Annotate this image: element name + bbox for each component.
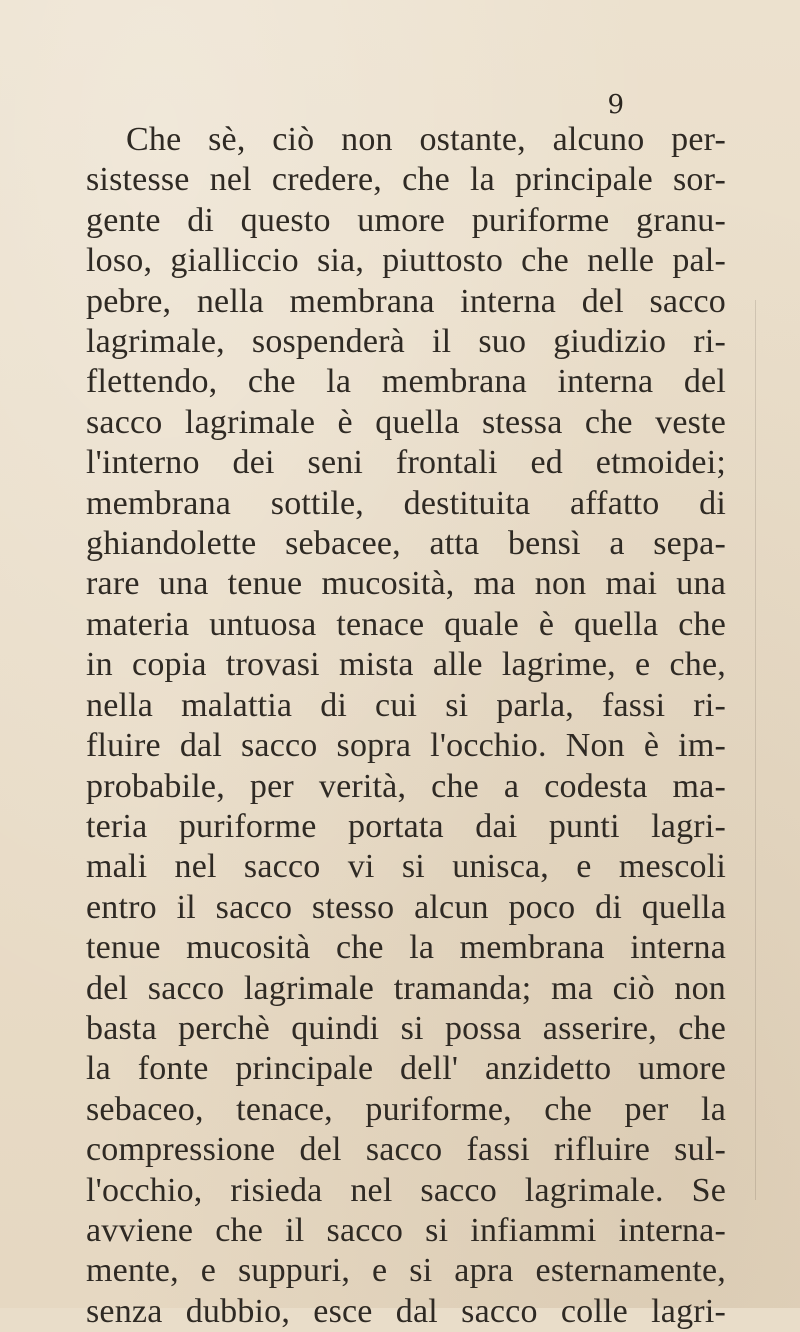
text-line: l'interno dei seni frontali ed etmoidei; [86, 444, 726, 482]
text-line: avviene che il sacco si infiammi interna- [86, 1211, 726, 1249]
text-line: entro il sacco stesso alcun poco di quella [86, 888, 726, 926]
text-line: del sacco lagrimale tramanda; ma ciò non [86, 969, 726, 1007]
text-line: compressione del sacco fassi rifluire sul- [86, 1131, 726, 1169]
text-line: gente di questo umore puriforme granu- [86, 201, 726, 239]
text-line: Che sè, ciò non ostante, alcuno per- [126, 121, 726, 158]
text-line: nella malattia di cui si parla, fassi ri- [86, 686, 726, 724]
text-line: l'occhio, risieda nel sacco lagrimale. Se [86, 1171, 726, 1209]
text-line: mali nel sacco vi si unisca, e mescoli [86, 848, 726, 886]
text-line: la fonte principale dell' anzidetto umore [86, 1050, 726, 1088]
text-line: pebre, nella membrana interna del sacco [86, 282, 726, 320]
text-line: mente, e suppuri, e si apra esternamente, [86, 1252, 726, 1290]
text-line: basta perchè quindi si possa asserire, che [86, 1009, 726, 1047]
text-line: loso, gialliccio sia, piuttosto che nelle pal- [86, 242, 726, 280]
text-line: tenue mucosità che la membrana interna [86, 929, 726, 967]
text-line: ghiandolette sebacee, atta bensì a sepa- [86, 525, 726, 563]
body-text [86, 120, 726, 1332]
text-line: teria puriforme portata dai punti lagri- [86, 807, 726, 845]
text-line: sistesse nel credere, che la principale sor- [86, 161, 726, 199]
text-line: rare una tenue mucosità, ma non mai una [86, 565, 726, 603]
text-line: membrana sottile, destituita affatto di [86, 484, 726, 522]
text-line: fluire dal sacco sopra l'occhio. Non è im- [86, 727, 726, 765]
text-line: lagrimale, sospenderà il suo giudizio ri- [86, 323, 726, 361]
text-line: sacco lagrimale è quella stessa che veste [86, 403, 726, 441]
text-line: materia untuosa tenace quale è quella che [86, 605, 726, 643]
text-line: probabile, per verità, che a codesta ma- [86, 767, 726, 805]
page-edge-shadow [755, 300, 756, 1200]
text-line: senza dubbio, esce dal sacco colle lagri- [86, 1292, 726, 1330]
page-number: 9 [607, 90, 624, 120]
text-line: flettendo, che la membrana interna del [86, 363, 726, 401]
text-line: in copia trovasi mista alle lagrime, e che, [86, 646, 726, 684]
text-line: sebaceo, tenace, puriforme, che per la [86, 1090, 726, 1128]
